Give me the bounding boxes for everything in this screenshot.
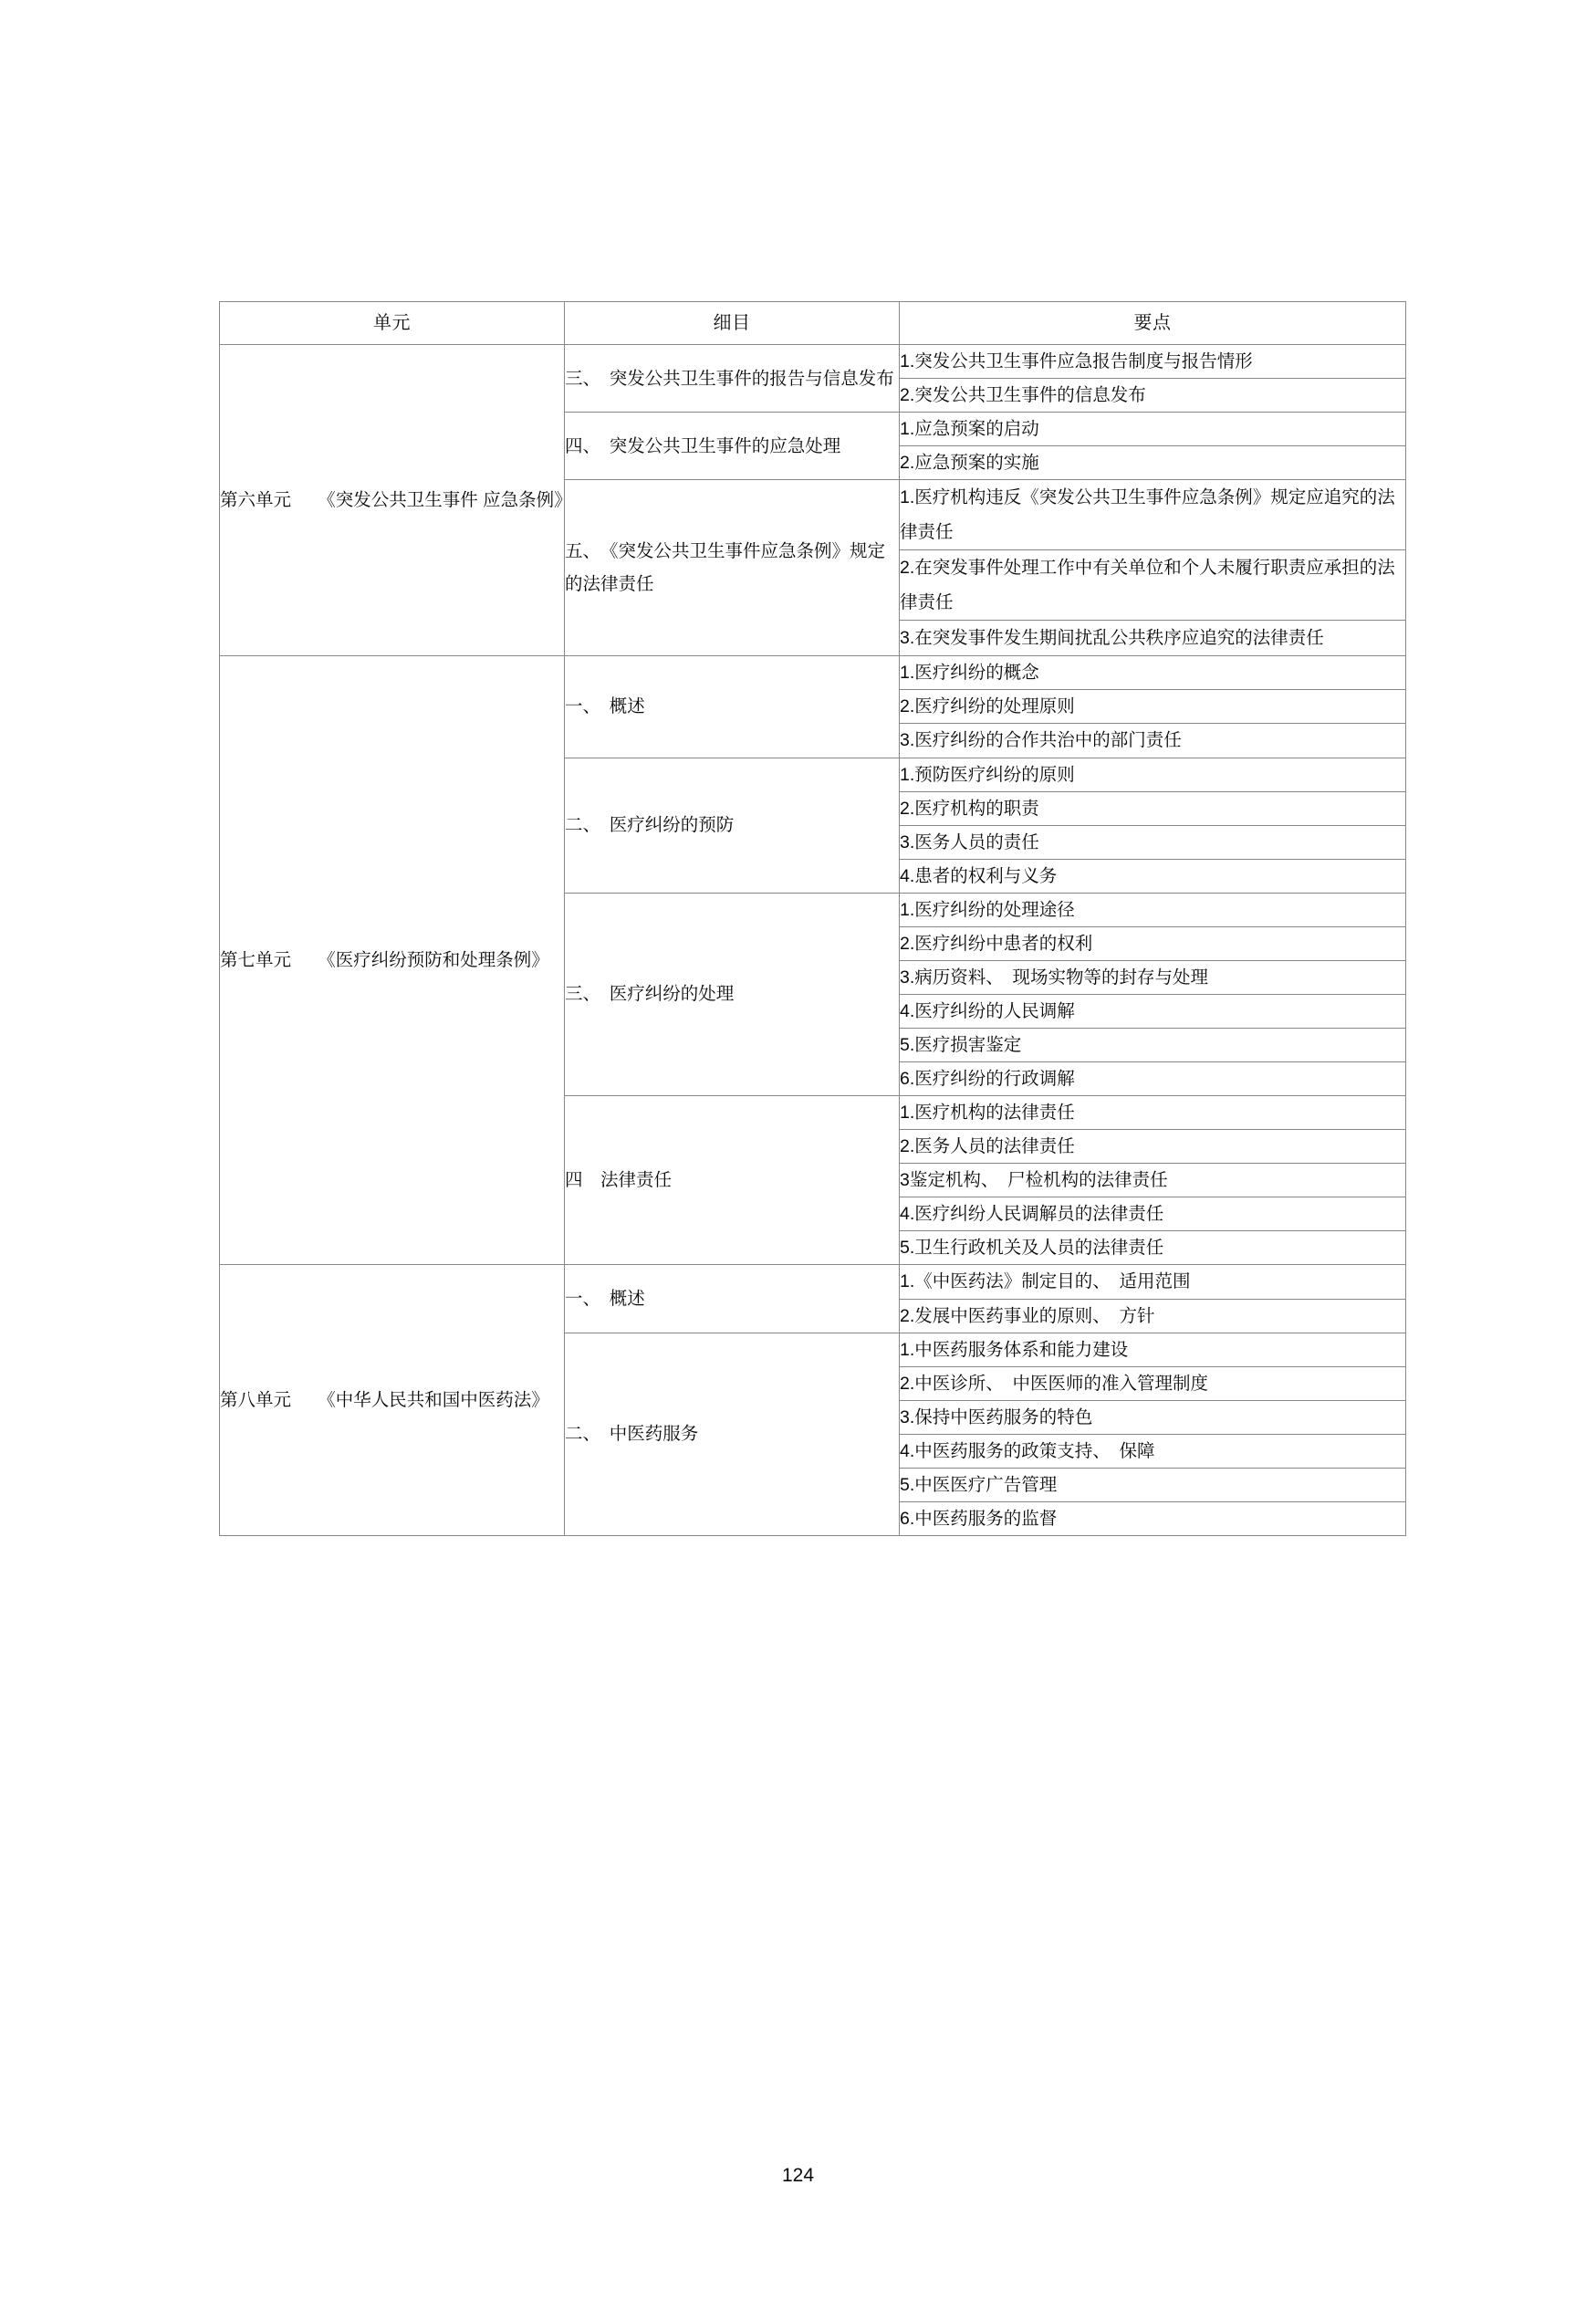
table-row <box>220 1265 1406 1299</box>
section-cell: 一、 概述 <box>565 656 900 758</box>
point-cell: 4.医疗纠纷人民调解员的法律责任 <box>900 1197 1406 1231</box>
point-cell: 2.医疗纠纷中患者的权利 <box>900 926 1406 960</box>
point-cell: 3鉴定机构、 尸检机构的法律责任 <box>900 1164 1406 1197</box>
point-cell: 3.病历资料、 现场实物等的封存与处理 <box>900 960 1406 994</box>
section-cell: 二、 医疗纠纷的预防 <box>565 758 900 893</box>
syllabus-table <box>219 301 1406 1536</box>
point-cell: 2.突发公共卫生事件的信息发布 <box>900 379 1406 413</box>
point-cell: 4.中医药服务的政策支持、 保障 <box>900 1434 1406 1468</box>
point-cell: 1.医疗纠纷的处理途径 <box>900 893 1406 926</box>
point-cell: 2.在突发事件处理工作中有关单位和个人未履行职责应承担的法律责任 <box>900 550 1406 621</box>
point-cell: 1.医疗机构违反《突发公共卫生事件应急条例》规定应追究的法律责任 <box>900 480 1406 550</box>
point-cell: 2.应急预案的实施 <box>900 446 1406 480</box>
column-header-point: 要点 <box>900 302 1406 345</box>
table-header-row <box>220 302 1406 345</box>
point-cell: 2.医疗机构的职责 <box>900 791 1406 825</box>
table-row <box>220 345 1406 379</box>
point-cell: 2.发展中医药事业的原则、 方针 <box>900 1299 1406 1333</box>
point-cell: 1.应急预案的启动 <box>900 413 1406 446</box>
section-cell: 二、 中医药服务 <box>565 1333 900 1535</box>
point-cell: 5.卫生行政机关及人员的法律责任 <box>900 1231 1406 1265</box>
point-cell: 6.中医药服务的监督 <box>900 1501 1406 1535</box>
column-header-unit: 单元 <box>220 302 565 345</box>
point-cell: 3.医务人员的责任 <box>900 825 1406 859</box>
point-cell: 5.中医医疗广告管理 <box>900 1468 1406 1501</box>
unit-cell <box>220 1265 565 1536</box>
unit-label: 第六单元 《突发公共卫生事件 应急条例》 <box>220 490 572 511</box>
point-cell: 4.医疗纠纷的人民调解 <box>900 994 1406 1028</box>
section-cell: 三、 医疗纠纷的处理 <box>565 893 900 1095</box>
section-cell: 一、 概述 <box>565 1265 900 1333</box>
point-cell: 1.预防医疗纠纷的原则 <box>900 758 1406 791</box>
column-header-detail: 细目 <box>565 302 900 345</box>
section-cell: 五、 《突发公共卫生事件应急条例》规定的法律责任 <box>565 480 900 656</box>
point-cell: 1.医疗纠纷的概念 <box>900 656 1406 690</box>
point-cell: 2.医疗纠纷的处理原则 <box>900 690 1406 724</box>
point-cell: 1.突发公共卫生事件应急报告制度与报告情形 <box>900 345 1406 379</box>
section-cell: 三、 突发公共卫生事件的报告与信息发布 <box>565 345 900 413</box>
unit-cell <box>220 656 565 1265</box>
table-row <box>220 656 1406 690</box>
unit-label: 第七单元 《医疗纠纷预防和处理条例》 <box>220 950 549 971</box>
point-cell: 1.中医药服务体系和能力建设 <box>900 1333 1406 1366</box>
unit-label: 第八单元 《中华人民共和国中医药法》 <box>220 1390 549 1411</box>
point-cell: 1.医疗机构的法律责任 <box>900 1096 1406 1130</box>
point-cell: 6.医疗纠纷的行政调解 <box>900 1062 1406 1096</box>
page-number: 124 <box>781 2165 815 2186</box>
point-cell: 2.中医诊所、 中医医师的准入管理制度 <box>900 1366 1406 1400</box>
point-cell: 4.患者的权利与义务 <box>900 859 1406 893</box>
point-cell: 2.医务人员的法律责任 <box>900 1130 1406 1164</box>
point-cell: 3.在突发事件发生期间扰乱公共秩序应追究的法律责任 <box>900 621 1406 656</box>
point-cell: 3.保持中医药服务的特色 <box>900 1400 1406 1434</box>
point-cell: 1.《中医药法》制定目的、 适用范围 <box>900 1265 1406 1299</box>
table-body <box>220 302 1406 1536</box>
point-cell: 5.医疗损害鉴定 <box>900 1029 1406 1062</box>
unit-cell <box>220 345 572 656</box>
section-cell: 四、 突发公共卫生事件的应急处理 <box>565 413 900 480</box>
point-cell: 3.医疗纠纷的合作共治中的部门责任 <box>900 724 1406 758</box>
section-cell: 四 法律责任 <box>565 1096 900 1265</box>
